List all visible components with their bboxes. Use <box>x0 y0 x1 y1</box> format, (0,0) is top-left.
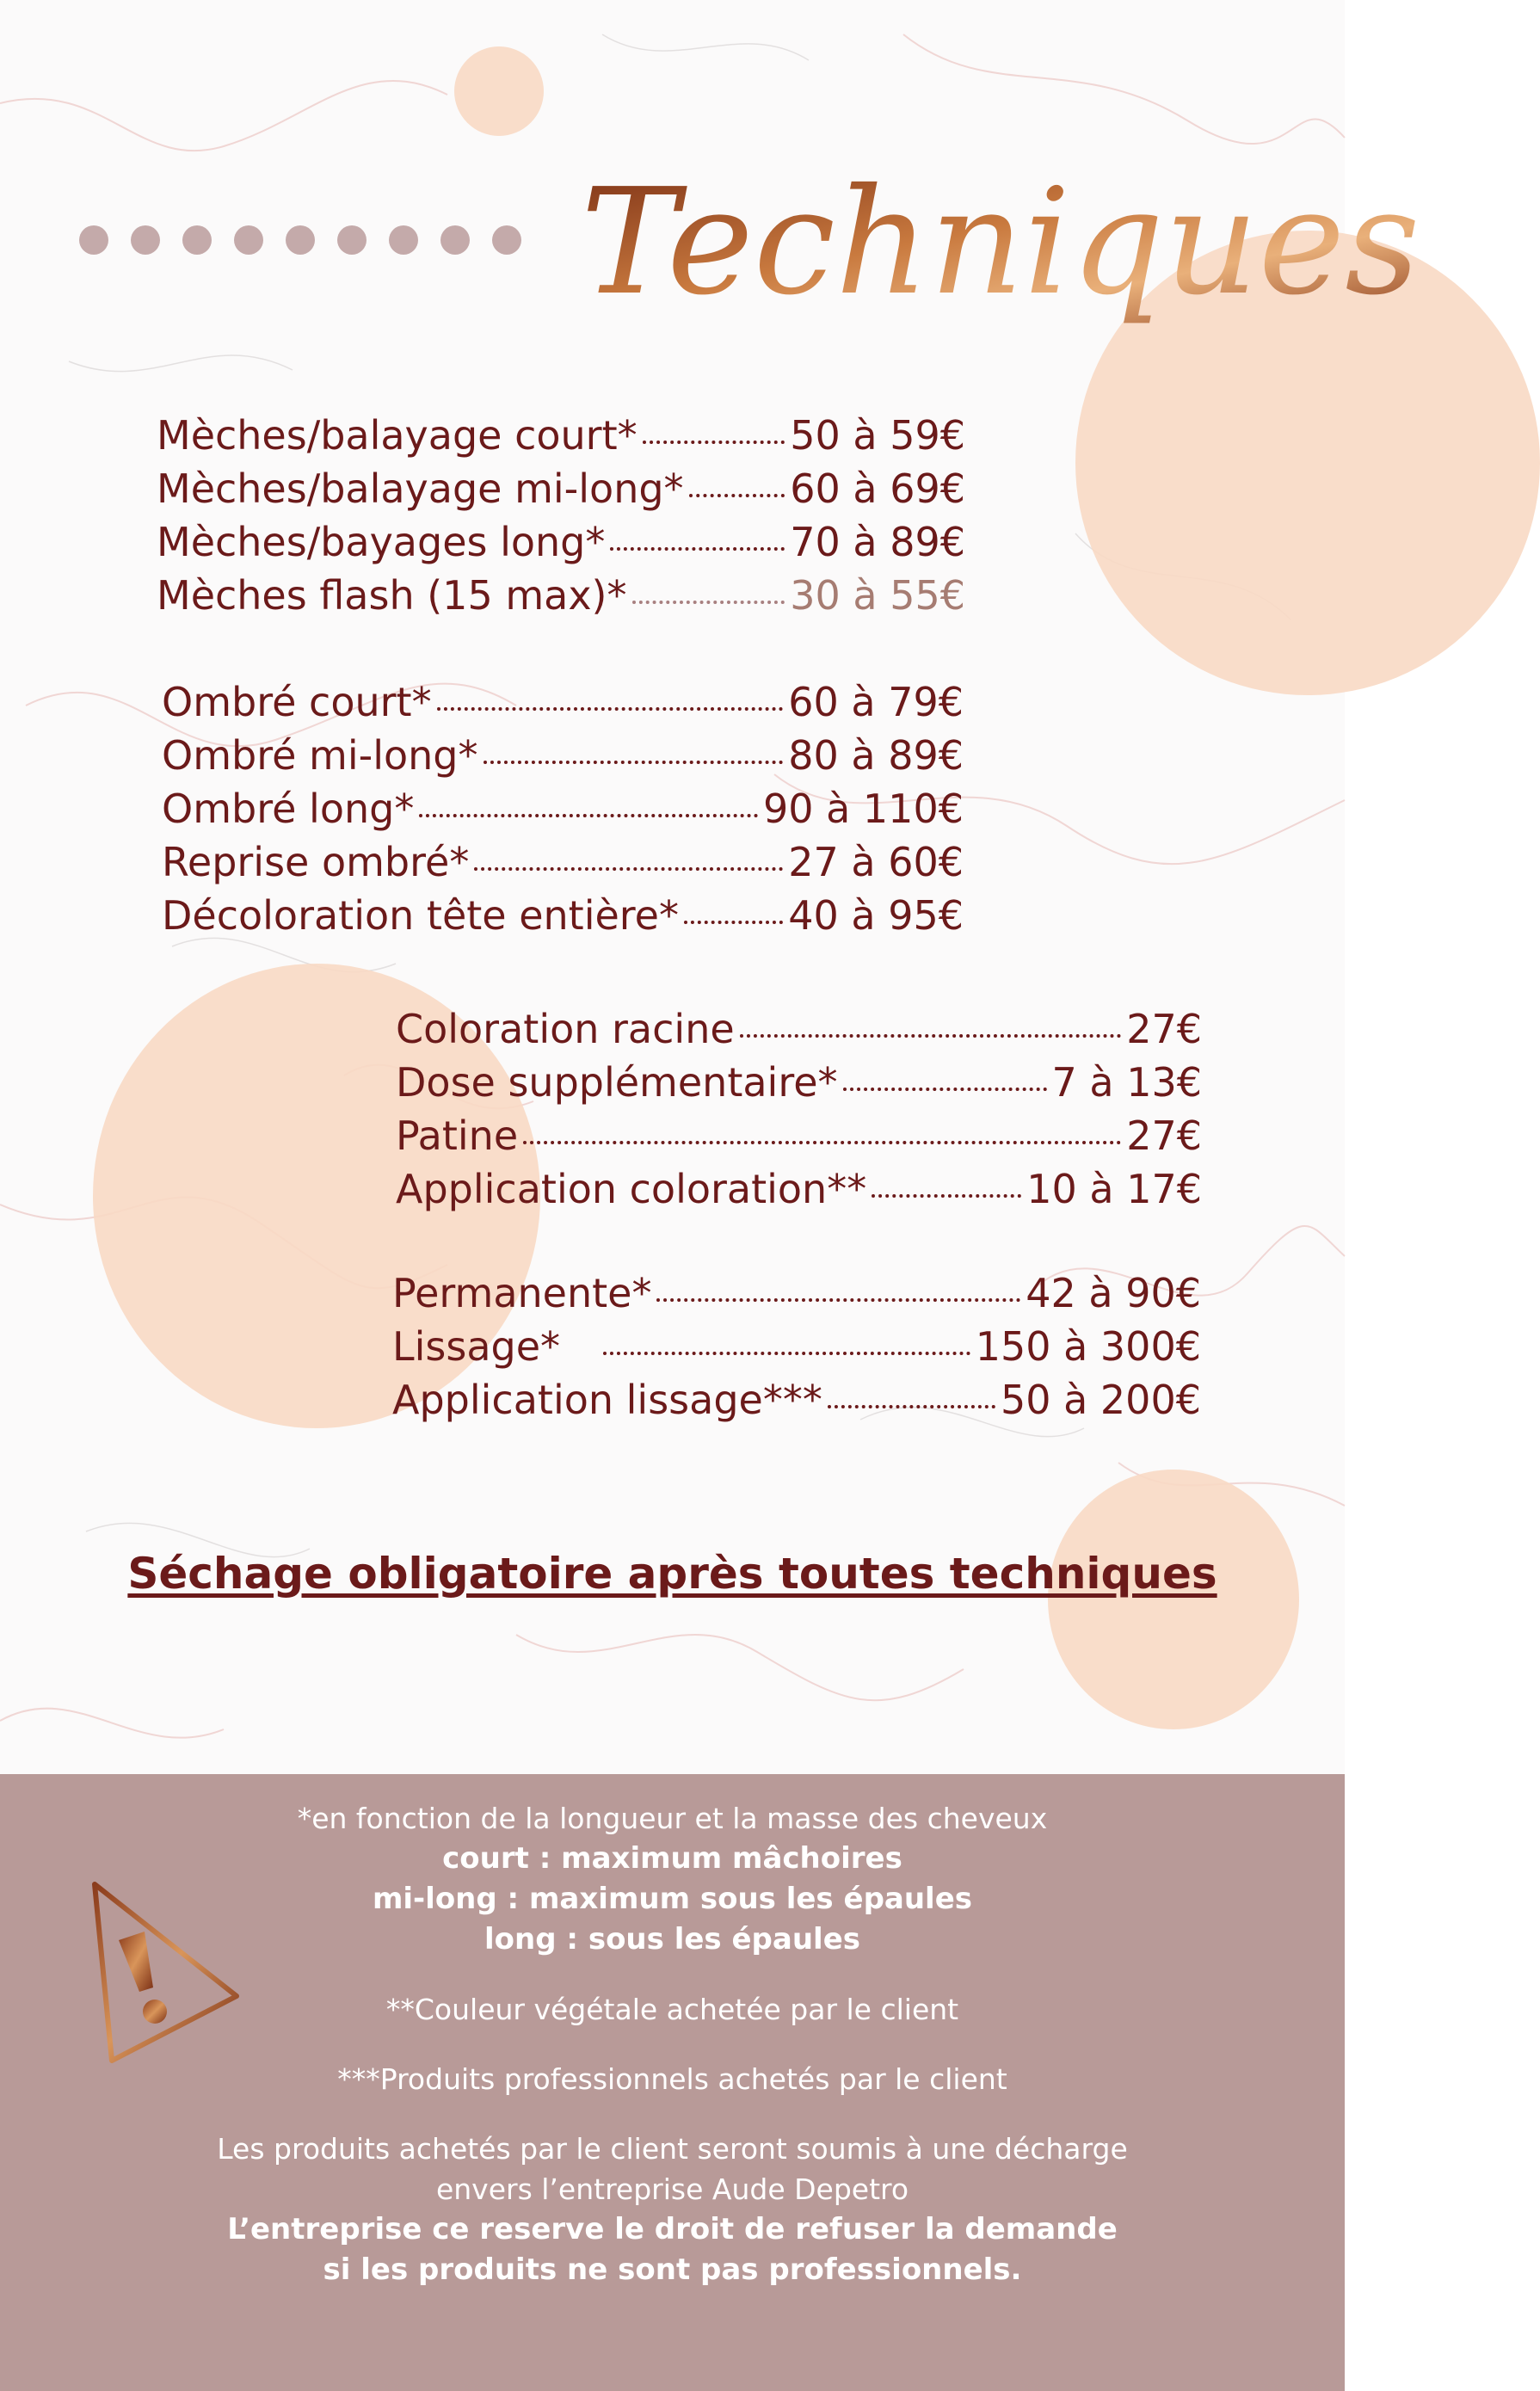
service-label: Reprise ombré* <box>162 839 470 885</box>
disclaimer-line-1: Les produits achetés par le client seront soumis à une décharge <box>217 2132 1128 2166</box>
service-price: 50 à 59€ <box>790 412 965 459</box>
price-row <box>396 1109 1202 1162</box>
service-price: 50 à 200€ <box>1000 1377 1201 1423</box>
group-ombre <box>162 675 964 942</box>
service-price: 70 à 89€ <box>790 519 965 565</box>
service-label: Mèches/balayage court* <box>157 412 638 459</box>
service-price: 80 à 89€ <box>788 732 964 779</box>
service-label: Mèches/balayage mi-long* <box>157 465 684 512</box>
group-coloration <box>396 1002 1202 1216</box>
service-price: 42 à 90€ <box>1026 1270 1201 1316</box>
service-label: Application coloration** <box>396 1166 867 1212</box>
price-row <box>162 889 964 942</box>
dot <box>389 225 418 255</box>
dot-leader <box>523 1141 1121 1144</box>
dot-leader <box>632 601 785 604</box>
price-row <box>396 1162 1202 1216</box>
service-price: 10 à 17€ <box>1026 1166 1202 1212</box>
price-row <box>157 409 965 462</box>
service-label: Application lissage*** <box>392 1377 822 1423</box>
service-label: Dose supplémentaire* <box>396 1059 838 1106</box>
price-row <box>392 1373 1201 1427</box>
dot <box>234 225 263 255</box>
milong-definition: mi-long : maximum sous les épaules <box>372 1882 973 1916</box>
dot-leader <box>603 1352 970 1355</box>
dot <box>286 225 315 255</box>
service-price: 7 à 13€ <box>1051 1059 1202 1106</box>
page-title <box>572 129 1420 404</box>
rule-line-2: si les produits ne sont pas professionnels. <box>323 2252 1022 2287</box>
footer-notes <box>172 1798 1173 2290</box>
dot-leader <box>689 494 785 497</box>
service-price: 60 à 69€ <box>790 465 965 512</box>
dot-leader <box>684 921 783 924</box>
service-price: 27€ <box>1126 1112 1202 1159</box>
service-label: Patine <box>396 1112 519 1159</box>
price-row <box>162 675 964 729</box>
group-highlights <box>157 409 965 622</box>
service-label: Lissage* <box>392 1323 561 1370</box>
dot <box>492 225 521 255</box>
dot <box>337 225 367 255</box>
dot <box>440 225 470 255</box>
price-row <box>157 462 965 515</box>
price-row <box>162 729 964 782</box>
dot <box>79 225 108 255</box>
service-label: Ombré court* <box>162 679 432 725</box>
dot-leader <box>740 1034 1122 1038</box>
price-row <box>396 1002 1202 1056</box>
dot-leader <box>843 1088 1047 1091</box>
dot-leader <box>437 707 784 711</box>
rule-line-1: L’entreprise ce reserve le droit de refuser la demande <box>227 2212 1118 2246</box>
price-row <box>157 569 965 622</box>
dot <box>131 225 160 255</box>
service-label: Mèches/bayages long* <box>157 519 606 565</box>
dot-leader <box>474 867 783 871</box>
service-label: Décoloration tête entière* <box>162 892 679 939</box>
dot-leader <box>643 441 785 444</box>
dot-leader <box>484 761 784 764</box>
price-row <box>157 515 965 569</box>
dot-leader <box>872 1194 1021 1198</box>
price-row <box>392 1320 1201 1373</box>
service-price: 30 à 55€ <box>790 572 965 619</box>
title-text: Techniques <box>581 157 1420 328</box>
service-price: 60 à 79€ <box>788 679 964 725</box>
service-label: Mèches flash (15 max)* <box>157 572 627 619</box>
drying-notice: Séchage obligatoire après toutes techniques <box>127 1549 1217 1599</box>
service-price: 27 à 60€ <box>788 839 964 885</box>
length-note: *en fonction de la longueur et la masse des cheveux <box>297 1802 1048 1835</box>
decor-circle-bottom-right <box>1048 1470 1299 1729</box>
dot <box>182 225 212 255</box>
dot-leader <box>828 1405 995 1408</box>
price-row <box>396 1056 1202 1109</box>
service-label: Permanente* <box>392 1270 652 1316</box>
service-label: Coloration racine <box>396 1006 735 1052</box>
disclaimer-line-2: envers l’entreprise Aude Depetro <box>435 2172 909 2206</box>
service-price: 40 à 95€ <box>788 892 964 939</box>
service-price: 150 à 300€ <box>975 1323 1201 1370</box>
long-definition: long : sous les épaules <box>484 1922 860 1957</box>
dot-leader <box>419 814 758 817</box>
price-row <box>162 782 964 835</box>
price-row <box>162 835 964 889</box>
decorative-dots <box>79 225 521 255</box>
service-price: 90 à 110€ <box>762 786 964 832</box>
service-label: Ombré mi-long* <box>162 732 478 779</box>
dot-leader <box>656 1298 1020 1302</box>
decor-circle-small <box>454 46 544 136</box>
group-permanente <box>392 1266 1201 1427</box>
service-label: Ombré long* <box>162 786 415 832</box>
vegetal-note: **Couleur végétale achetée par le client <box>385 1993 959 2026</box>
price-row <box>392 1266 1201 1320</box>
dot-leader <box>610 547 785 551</box>
products-note: ***Produits professionnels achetés par le client <box>337 2062 1007 2096</box>
service-price: 27€ <box>1126 1006 1202 1052</box>
court-definition: court : maximum mâchoires <box>442 1841 902 1876</box>
